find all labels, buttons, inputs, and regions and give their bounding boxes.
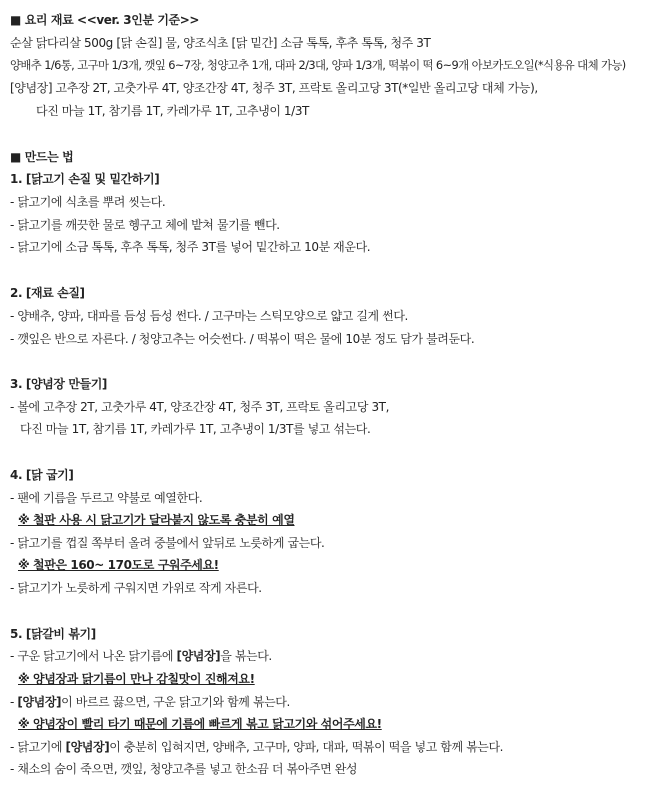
step-4-line-1: - 팬에 기름을 두르고 약불로 예열한다.: [10, 491, 203, 505]
step-5-note-2: ※ 양념장이 빨리 타기 때문에 기름에 빠르게 볶고 닭고기와 섞어주세요!: [18, 717, 382, 731]
sauce-label: [양념장]: [65, 740, 110, 754]
step-5-line-4: - 채소의 숨이 죽으면, 깻잎, 청양고추를 넣고 한소끔 더 볶아주면 완성: [10, 762, 358, 776]
step-4-line-2: - 닭고기를 껍질 쪽부터 올려 중불에서 앞뒤로 노릇하게 굽는다.: [10, 536, 325, 550]
step-3-line-2: 다진 마늘 1T, 참기름 1T, 카레가루 1T, 고추냉이 1/3T를 넣고 섞는다.: [20, 422, 371, 436]
step-3-line-1: - 볼에 고추장 2T, 고춧가루 4T, 양조간장 4T, 청주 3T, 프락토 올리고당 3T,: [10, 400, 390, 414]
step-4-note-1: ※ 철판 사용 시 닭고기가 달라붙지 않도록 충분히 예열: [18, 513, 295, 527]
sauce-label: [양념장]: [17, 695, 62, 709]
ingredients-line-3: [양념장] 고추장 2T, 고춧가루 4T, 양조간장 4T, 청주 3T, 프락토 올리고당 3T(*일반 올리고당 대체 가능),: [10, 81, 538, 95]
step-2-heading: 2. [재료 손질]: [10, 286, 85, 300]
step-5-line-1: [10, 648, 272, 664]
step-4-heading: 4. [닭 굽기]: [10, 468, 74, 482]
ingredients-line-1: 순살 닭다리살 500g [닭 손질] 물, 양조식초 [닭 밑간] 소금 톡톡, 후추 톡톡, 청주 3T: [10, 36, 431, 50]
step-5-line-2-dash: -: [10, 695, 18, 709]
ingredients-line-4: 다진 마늘 1T, 참기름 1T, 카레가루 1T, 고추냉이 1/3T: [36, 104, 309, 118]
step-5-line-3-text: - 닭고기에: [10, 740, 66, 754]
ingredients-line-2: 양배추 1/6통, 고구마 1/3개, 깻잎 6~7장, 청양고추 1개, 대파 2/3대, 양파 1/3개, 떡볶이 떡 6~9개 아보카도오일(*식용유 대체 가능): [10, 58, 626, 72]
step-1-line-3: - 닭고기에 소금 톡톡, 후추 톡톡, 청주 3T를 넣어 밑간하고 10분 재운다.: [10, 240, 371, 254]
step-2-line-1: - 양배추, 양파, 대파를 듬성 듬성 썬다. / 고구마는 스틱모양으로 얇고 길게 썬다.: [10, 309, 408, 323]
step-4-line-3: - 닭고기가 노릇하게 구워지면 가위로 작게 자른다.: [10, 581, 262, 595]
step-1-heading: 1. [닭고기 손질 및 밑간하기]: [10, 172, 160, 186]
step-1-line-2: - 닭고기를 깨끗한 물로 헹구고 체에 밭쳐 물기를 뺀다.: [10, 218, 280, 232]
step-5-line-2-text: 이 바르르 끓으면, 구운 닭고기와 함께 볶는다.: [61, 695, 290, 709]
step-2-line-2: - 깻잎은 반으로 자른다. / 청양고추는 어슷썬다. / 떡볶이 떡은 물에 10분 정도 담가 불려둔다.: [10, 332, 475, 346]
step-4-note-2: ※ 철판은 160~ 170도로 구워주세요!: [18, 558, 219, 572]
step-5-line-1-text: - 구운 닭고기에서 나온 닭기름에: [10, 649, 177, 663]
step-5-line-3: [10, 739, 503, 755]
step-1-line-1: - 닭고기에 식초를 뿌려 씻는다.: [10, 195, 166, 209]
step-5-line-3-text-end: 이 충분히 입혀지면, 양배추, 고구마, 양파, 대파, 떡볶이 떡을 넣고 함께 볶는다.: [109, 740, 504, 754]
step-3-heading: 3. [양념장 만들기]: [10, 377, 107, 391]
method-title: ■ 만드는 법: [10, 150, 74, 164]
ingredients-title: ■ 요리 재료 <<ver. 3인분 기준>>: [10, 13, 200, 27]
step-5-note-1: ※ 양념장과 닭기름이 만나 감칠맛이 진해져요!: [18, 672, 255, 686]
step-5-heading: 5. [닭갈비 볶기]: [10, 627, 96, 641]
sauce-label: [양념장]: [176, 649, 221, 663]
step-5-line-1-text-end: 을 볶는다.: [220, 649, 272, 663]
step-5-line-2: [10, 694, 290, 710]
